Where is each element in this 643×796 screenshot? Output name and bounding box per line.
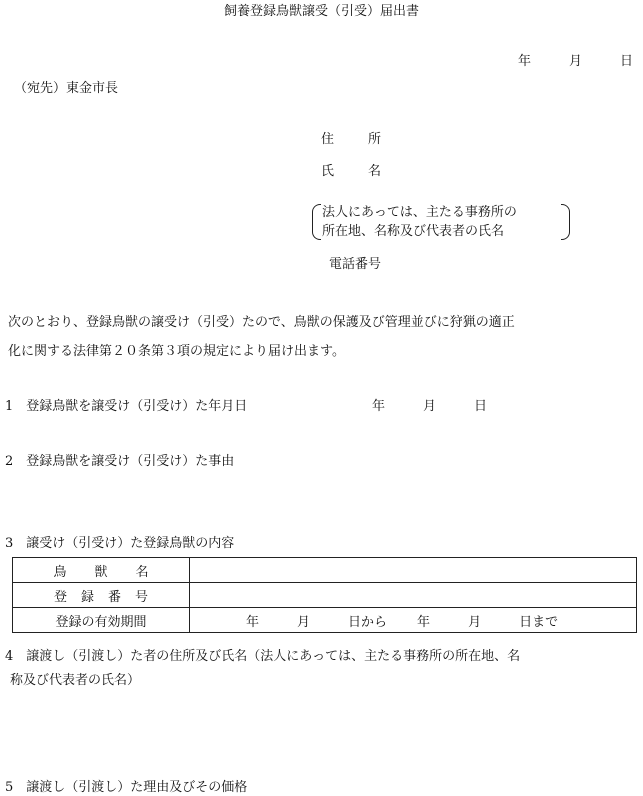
item5-heading: 5 譲渡し（引渡し）た理由及びその価格: [5, 780, 248, 795]
date-year-label: 年: [518, 54, 532, 69]
right-bracket: [561, 204, 570, 240]
item4-heading: 4 譲渡し（引渡し）た者の住所及び氏名（法人にあっては、主たる事務所の所在地、名: [5, 649, 521, 664]
item4-heading-cont: 称及び代表者の氏名）: [10, 673, 141, 688]
bird-name-label: 鳥 獣 名: [13, 558, 190, 583]
registration-number-value[interactable]: [190, 583, 637, 608]
validity-period-value[interactable]: [190, 608, 637, 633]
item3-heading: 3 譲受け（引受け）た登録鳥獣の内容: [5, 536, 235, 551]
address-label-char: 住: [321, 132, 335, 147]
validity-period-label: 登録の有効期間: [13, 608, 190, 633]
name-label-char: 名: [368, 164, 382, 179]
item1-month: 月: [423, 399, 437, 414]
form-title: 飼養登録鳥獣譲受（引受）届出書: [223, 4, 419, 19]
bird-content-table: [12, 557, 637, 633]
registration-number-label: 登 録 番 号: [13, 583, 190, 608]
addressee: （宛先）東金市長: [14, 81, 119, 96]
from-day: 日から: [348, 614, 388, 630]
name-label: [321, 165, 381, 178]
table-row: [13, 558, 637, 583]
address-label-char: 所: [368, 132, 382, 147]
bird-name-value[interactable]: [190, 558, 637, 583]
name-label-char: 氏: [321, 164, 335, 179]
to-month: 月: [468, 614, 482, 630]
date-day-label: 日: [620, 54, 634, 69]
corp-note-line1: 法人にあっては、主たる事務所の: [322, 205, 517, 220]
left-bracket: [312, 204, 321, 240]
from-year: 年: [246, 614, 260, 630]
corp-note-line2: 所在地、名称及び代表者の氏名: [322, 224, 505, 239]
item1-heading: 1 登録鳥獣を譲受け（引受け）た年月日: [5, 399, 248, 414]
table-row: [13, 608, 637, 633]
to-year: 年: [417, 614, 431, 630]
from-month: 月: [297, 614, 311, 630]
corporation-note: [312, 204, 570, 240]
item1-year: 年: [372, 399, 386, 414]
body-text-line2: 化に関する法律第２０条第３項の規定により届け出ます。: [8, 344, 345, 359]
item1-date: [372, 400, 487, 413]
body-text-line1: 次のとおり、登録鳥獣の譲受け（引受）たので、鳥獣の保護及び管理並びに狩猟の適正: [8, 315, 515, 330]
to-day: 日まで: [519, 614, 559, 630]
submission-date: [518, 55, 633, 68]
item1-day: 日: [474, 399, 488, 414]
table-row: [13, 583, 637, 608]
date-month-label: 月: [569, 54, 583, 69]
item2-heading: 2 登録鳥獣を譲受け（引受け）た事由: [5, 454, 235, 469]
address-label: [321, 133, 381, 146]
phone-label: 電話番号: [329, 257, 382, 272]
